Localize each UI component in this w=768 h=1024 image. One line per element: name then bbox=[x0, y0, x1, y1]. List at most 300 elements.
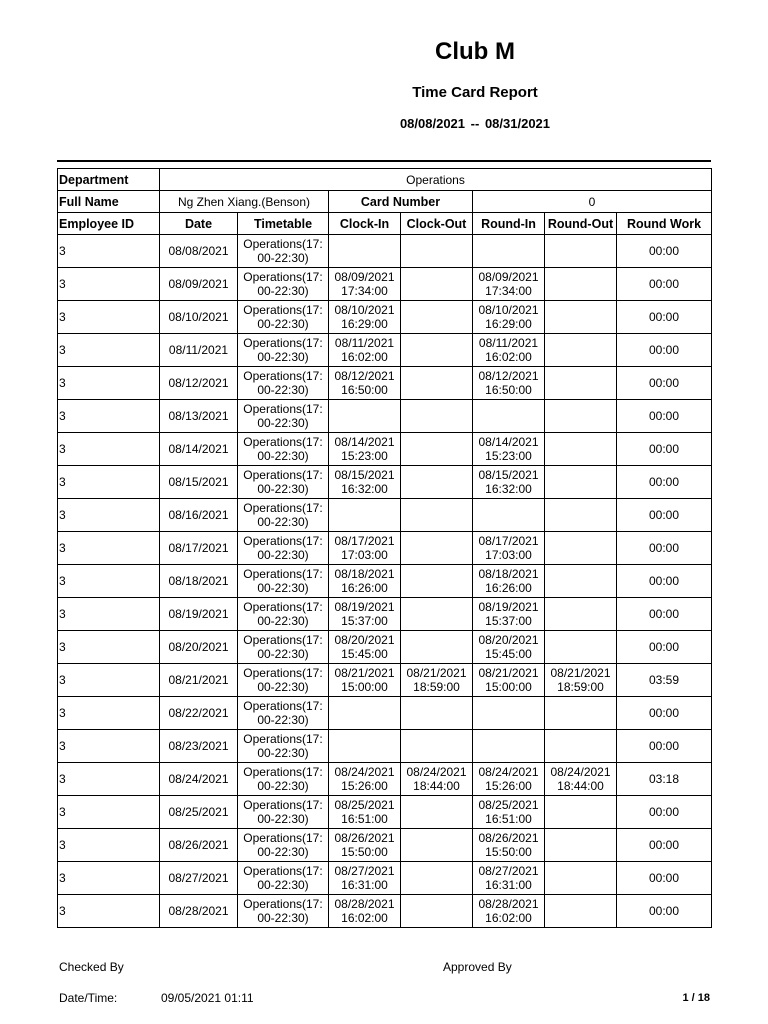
round-in-cell-line-2: 15:50:00 bbox=[485, 845, 532, 859]
clock-in-cell bbox=[329, 301, 401, 334]
clock-out-cell bbox=[401, 334, 473, 367]
table-row bbox=[58, 598, 712, 631]
round-in-cell-line-2: 15:37:00 bbox=[485, 614, 532, 628]
timetable-cell-line-1: Operations(17: bbox=[243, 666, 323, 680]
timetable-cell-line-1: Operations(17: bbox=[243, 303, 323, 317]
round-in-cell bbox=[473, 334, 545, 367]
round-in-cell bbox=[473, 400, 545, 433]
timetable-cell bbox=[238, 235, 329, 268]
round-in-cell-line-2: 16:32:00 bbox=[485, 482, 532, 496]
timetable-cell bbox=[238, 499, 329, 532]
timetable-cell bbox=[238, 532, 329, 565]
table-row bbox=[58, 334, 712, 367]
clock-out-cell-line-1: 08/24/2021 bbox=[406, 765, 467, 779]
clock-out-cell bbox=[401, 697, 473, 730]
clock-in-cell-line-2: 16:32:00 bbox=[341, 482, 388, 496]
clock-in-cell-line-2: 15:37:00 bbox=[341, 614, 388, 628]
date-cell: 08/18/2021 bbox=[160, 565, 238, 598]
round-work-cell: 00:00 bbox=[617, 334, 712, 367]
col-clock-in: Clock-In bbox=[329, 213, 401, 235]
timetable-cell-line-1: Operations(17: bbox=[243, 336, 323, 350]
round-in-cell-line-1: 08/12/2021 bbox=[478, 369, 539, 383]
table-row bbox=[58, 499, 712, 532]
clock-out-cell bbox=[401, 400, 473, 433]
clock-in-cell-line-1: 08/11/2021 bbox=[334, 336, 395, 350]
timetable-cell-line-2: 00-22:30) bbox=[257, 647, 309, 661]
timetable-cell-line-1: Operations(17: bbox=[243, 798, 323, 812]
clock-in-cell bbox=[329, 499, 401, 532]
date-cell: 08/11/2021 bbox=[160, 334, 238, 367]
clock-out-cell bbox=[401, 796, 473, 829]
round-in-cell-line-1: 08/26/2021 bbox=[478, 831, 539, 845]
table-row bbox=[58, 829, 712, 862]
clock-in-cell-line-1: 08/27/2021 bbox=[334, 864, 395, 878]
timetable-cell bbox=[238, 433, 329, 466]
round-in-cell-line-2: 15:23:00 bbox=[485, 449, 532, 463]
timetable-cell-line-1: Operations(17: bbox=[243, 765, 323, 779]
timetable-cell bbox=[238, 730, 329, 763]
employee-id-cell: 3 bbox=[58, 796, 160, 829]
round-out-cell bbox=[545, 796, 617, 829]
timetable-cell-line-2: 00-22:30) bbox=[257, 284, 309, 298]
round-in-cell-line-1: 08/09/2021 bbox=[478, 270, 539, 284]
timetable-cell bbox=[238, 466, 329, 499]
timetable-cell bbox=[238, 598, 329, 631]
round-in-cell bbox=[473, 829, 545, 862]
col-date: Date bbox=[160, 213, 238, 235]
timetable-cell-line-1: Operations(17: bbox=[243, 501, 323, 515]
col-clock-out: Clock-Out bbox=[401, 213, 473, 235]
clock-in-cell bbox=[329, 367, 401, 400]
timetable-cell bbox=[238, 829, 329, 862]
date-cell: 08/08/2021 bbox=[160, 235, 238, 268]
clock-out-cell bbox=[401, 466, 473, 499]
clock-in-cell-line-1: 08/14/2021 bbox=[334, 435, 395, 449]
card-number-label: Card Number bbox=[329, 191, 473, 213]
clock-in-cell bbox=[329, 598, 401, 631]
datetime-value: 09/05/2021 01:11 bbox=[161, 991, 254, 1005]
employee-id-cell: 3 bbox=[58, 532, 160, 565]
round-in-cell-line-1: 08/11/2021 bbox=[478, 336, 539, 350]
clock-in-cell-line-2: 16:50:00 bbox=[341, 383, 388, 397]
timetable-cell-line-2: 00-22:30) bbox=[257, 515, 309, 529]
timetable-cell-line-1: Operations(17: bbox=[243, 897, 323, 911]
round-in-cell-line-1: 08/10/2021 bbox=[478, 303, 539, 317]
table-row bbox=[58, 796, 712, 829]
round-in-cell-line-2: 15:00:00 bbox=[485, 680, 532, 694]
round-out-cell bbox=[545, 565, 617, 598]
date-cell: 08/22/2021 bbox=[160, 697, 238, 730]
timetable-cell bbox=[238, 565, 329, 598]
round-work-cell: 00:00 bbox=[617, 565, 712, 598]
round-out-cell bbox=[545, 400, 617, 433]
clock-in-cell bbox=[329, 268, 401, 301]
round-out-cell bbox=[545, 730, 617, 763]
round-in-cell-line-1: 08/18/2021 bbox=[478, 567, 539, 581]
round-in-cell-line-2: 16:51:00 bbox=[485, 812, 532, 826]
round-out-cell bbox=[545, 697, 617, 730]
round-in-cell bbox=[473, 235, 545, 268]
round-work-cell: 00:00 bbox=[617, 235, 712, 268]
clock-in-cell-line-1: 08/12/2021 bbox=[334, 369, 395, 383]
clock-in-cell bbox=[329, 664, 401, 697]
round-work-cell: 00:00 bbox=[617, 433, 712, 466]
date-cell: 08/27/2021 bbox=[160, 862, 238, 895]
clock-in-cell-line-2: 16:02:00 bbox=[341, 911, 388, 925]
round-in-cell-line-2: 16:29:00 bbox=[485, 317, 532, 331]
timetable-cell bbox=[238, 796, 329, 829]
round-out-cell bbox=[545, 334, 617, 367]
round-out-cell bbox=[545, 895, 617, 928]
timetable-cell-line-2: 00-22:30) bbox=[257, 251, 309, 265]
timetable-cell bbox=[238, 334, 329, 367]
round-work-cell: 00:00 bbox=[617, 697, 712, 730]
clock-out-cell bbox=[401, 763, 473, 796]
clock-in-cell bbox=[329, 730, 401, 763]
round-out-cell bbox=[545, 235, 617, 268]
round-out-cell bbox=[545, 598, 617, 631]
date-cell: 08/28/2021 bbox=[160, 895, 238, 928]
employee-id-cell: 3 bbox=[58, 697, 160, 730]
round-out-cell bbox=[545, 664, 617, 697]
round-work-cell: 00:00 bbox=[617, 499, 712, 532]
round-out-cell-line-1: 08/21/2021 bbox=[550, 666, 611, 680]
timetable-cell-line-1: Operations(17: bbox=[243, 237, 323, 251]
clock-out-cell bbox=[401, 532, 473, 565]
col-round-in: Round-In bbox=[473, 213, 545, 235]
clock-in-cell-line-1: 08/28/2021 bbox=[334, 897, 395, 911]
round-out-cell bbox=[545, 301, 617, 334]
date-cell: 08/13/2021 bbox=[160, 400, 238, 433]
timetable-cell-line-1: Operations(17: bbox=[243, 567, 323, 581]
round-in-cell-line-1: 08/27/2021 bbox=[478, 864, 539, 878]
date-separator: -- bbox=[470, 116, 480, 131]
date-cell: 08/17/2021 bbox=[160, 532, 238, 565]
clock-in-cell-line-2: 15:23:00 bbox=[341, 449, 388, 463]
employee-id-cell: 3 bbox=[58, 499, 160, 532]
page-indicator: 1 / 18 bbox=[682, 992, 710, 1004]
timetable-cell bbox=[238, 862, 329, 895]
clock-in-cell-line-1: 08/25/2021 bbox=[334, 798, 395, 812]
round-in-cell bbox=[473, 367, 545, 400]
timetable-cell-line-2: 00-22:30) bbox=[257, 812, 309, 826]
clock-in-cell-line-1: 08/19/2021 bbox=[334, 600, 395, 614]
date-cell: 08/21/2021 bbox=[160, 664, 238, 697]
table-row bbox=[58, 763, 712, 796]
round-in-cell bbox=[473, 301, 545, 334]
round-in-cell-line-1: 08/28/2021 bbox=[478, 897, 539, 911]
timetable-cell-line-2: 00-22:30) bbox=[257, 416, 309, 430]
fullname-row bbox=[58, 191, 712, 213]
employee-id-cell: 3 bbox=[58, 598, 160, 631]
table-row bbox=[58, 697, 712, 730]
clock-out-cell-line-2: 18:59:00 bbox=[413, 680, 460, 694]
clock-in-cell-line-2: 15:26:00 bbox=[341, 779, 388, 793]
timetable-cell-line-2: 00-22:30) bbox=[257, 548, 309, 562]
round-in-cell-line-2: 16:02:00 bbox=[485, 350, 532, 364]
employee-id-cell: 3 bbox=[58, 466, 160, 499]
round-in-cell-line-1: 08/21/2021 bbox=[478, 666, 539, 680]
timetable-cell bbox=[238, 763, 329, 796]
clock-out-cell bbox=[401, 829, 473, 862]
clock-out-cell bbox=[401, 565, 473, 598]
round-in-cell-line-1: 08/14/2021 bbox=[478, 435, 539, 449]
timetable-cell-line-2: 00-22:30) bbox=[257, 482, 309, 496]
table-row bbox=[58, 862, 712, 895]
round-in-cell bbox=[473, 499, 545, 532]
approved-by-label: Approved By bbox=[443, 960, 512, 974]
round-work-cell: 00:00 bbox=[617, 829, 712, 862]
timetable-cell-line-2: 00-22:30) bbox=[257, 317, 309, 331]
clock-in-cell-line-2: 17:03:00 bbox=[341, 548, 388, 562]
clock-out-cell bbox=[401, 730, 473, 763]
round-in-cell bbox=[473, 565, 545, 598]
timetable-cell bbox=[238, 301, 329, 334]
clock-in-cell bbox=[329, 235, 401, 268]
table-row bbox=[58, 565, 712, 598]
department-row bbox=[58, 169, 712, 191]
clock-out-cell bbox=[401, 235, 473, 268]
clock-out-cell bbox=[401, 433, 473, 466]
clock-out-cell bbox=[401, 499, 473, 532]
employee-id-cell: 3 bbox=[58, 235, 160, 268]
clock-in-cell bbox=[329, 334, 401, 367]
date-cell: 08/26/2021 bbox=[160, 829, 238, 862]
round-work-cell: 00:00 bbox=[617, 301, 712, 334]
timetable-cell-line-1: Operations(17: bbox=[243, 699, 323, 713]
round-out-cell bbox=[545, 763, 617, 796]
timetable-cell-line-2: 00-22:30) bbox=[257, 878, 309, 892]
round-in-cell-line-2: 17:03:00 bbox=[485, 548, 532, 562]
timetable-cell-line-1: Operations(17: bbox=[243, 369, 323, 383]
round-in-cell bbox=[473, 697, 545, 730]
clock-out-cell bbox=[401, 664, 473, 697]
round-out-cell bbox=[545, 829, 617, 862]
date-to: 08/31/2021 bbox=[484, 116, 551, 131]
col-round-out: Round-Out bbox=[545, 213, 617, 235]
clock-in-cell bbox=[329, 763, 401, 796]
clock-in-cell-line-1: 08/26/2021 bbox=[334, 831, 395, 845]
clock-out-cell bbox=[401, 367, 473, 400]
column-header-row bbox=[58, 213, 712, 235]
round-in-cell bbox=[473, 268, 545, 301]
table-row bbox=[58, 466, 712, 499]
timetable-cell-line-2: 00-22:30) bbox=[257, 911, 309, 925]
timetable-cell-line-1: Operations(17: bbox=[243, 534, 323, 548]
round-in-cell bbox=[473, 598, 545, 631]
round-out-cell bbox=[545, 862, 617, 895]
table-row bbox=[58, 433, 712, 466]
clock-out-cell bbox=[401, 598, 473, 631]
date-cell: 08/23/2021 bbox=[160, 730, 238, 763]
timetable-cell bbox=[238, 664, 329, 697]
employee-id-cell: 3 bbox=[58, 367, 160, 400]
clock-in-cell-line-2: 17:34:00 bbox=[341, 284, 388, 298]
col-timetable: Timetable bbox=[238, 213, 329, 235]
clock-in-cell-line-1: 08/10/2021 bbox=[334, 303, 395, 317]
date-cell: 08/19/2021 bbox=[160, 598, 238, 631]
timetable-cell bbox=[238, 895, 329, 928]
timetable-cell-line-1: Operations(17: bbox=[243, 600, 323, 614]
round-work-cell: 00:00 bbox=[617, 532, 712, 565]
round-work-cell: 00:00 bbox=[617, 367, 712, 400]
employee-id-cell: 3 bbox=[58, 829, 160, 862]
date-cell: 08/14/2021 bbox=[160, 433, 238, 466]
clock-in-cell-line-1: 08/15/2021 bbox=[334, 468, 395, 482]
timetable-cell bbox=[238, 631, 329, 664]
timetable-cell-line-1: Operations(17: bbox=[243, 402, 323, 416]
fullname-label: Full Name bbox=[58, 191, 160, 213]
clock-in-cell bbox=[329, 565, 401, 598]
clock-out-cell bbox=[401, 301, 473, 334]
table-row bbox=[58, 631, 712, 664]
round-in-cell bbox=[473, 532, 545, 565]
round-in-cell bbox=[473, 895, 545, 928]
round-out-cell bbox=[545, 268, 617, 301]
date-cell: 08/25/2021 bbox=[160, 796, 238, 829]
clock-in-cell bbox=[329, 829, 401, 862]
round-work-cell: 00:00 bbox=[617, 631, 712, 664]
round-in-cell-line-1: 08/17/2021 bbox=[478, 534, 539, 548]
clock-in-cell-line-1: 08/24/2021 bbox=[334, 765, 395, 779]
employee-id-cell: 3 bbox=[58, 895, 160, 928]
round-in-cell-line-1: 08/25/2021 bbox=[478, 798, 539, 812]
employee-id-cell: 3 bbox=[58, 730, 160, 763]
round-in-cell bbox=[473, 730, 545, 763]
round-in-cell-line-2: 15:45:00 bbox=[485, 647, 532, 661]
clock-in-cell-line-1: 08/20/2021 bbox=[334, 633, 395, 647]
clock-in-cell-line-1: 08/17/2021 bbox=[334, 534, 395, 548]
round-in-cell-line-1: 08/24/2021 bbox=[478, 765, 539, 779]
round-work-cell: 03:18 bbox=[617, 763, 712, 796]
round-out-cell bbox=[545, 631, 617, 664]
date-cell: 08/24/2021 bbox=[160, 763, 238, 796]
clock-in-cell-line-1: 08/21/2021 bbox=[334, 666, 395, 680]
card-number-value: 0 bbox=[473, 191, 712, 213]
round-out-cell bbox=[545, 433, 617, 466]
table-row bbox=[58, 301, 712, 334]
employee-id-cell: 3 bbox=[58, 301, 160, 334]
round-in-cell bbox=[473, 664, 545, 697]
employee-id-cell: 3 bbox=[58, 862, 160, 895]
round-work-cell: 00:00 bbox=[617, 466, 712, 499]
timetable-cell-line-2: 00-22:30) bbox=[257, 746, 309, 760]
round-work-cell: 00:00 bbox=[617, 268, 712, 301]
round-out-cell bbox=[545, 532, 617, 565]
table-row bbox=[58, 730, 712, 763]
department-value: Operations bbox=[160, 169, 712, 191]
round-out-cell-line-1: 08/24/2021 bbox=[550, 765, 611, 779]
round-out-cell bbox=[545, 367, 617, 400]
table-row bbox=[58, 532, 712, 565]
round-out-cell bbox=[545, 499, 617, 532]
timetable-cell-line-2: 00-22:30) bbox=[257, 449, 309, 463]
round-out-cell-line-2: 18:44:00 bbox=[557, 779, 604, 793]
round-in-cell bbox=[473, 631, 545, 664]
company-title: Club M bbox=[435, 38, 515, 65]
date-cell: 08/15/2021 bbox=[160, 466, 238, 499]
timetable-cell-line-1: Operations(17: bbox=[243, 270, 323, 284]
clock-out-cell-line-1: 08/21/2021 bbox=[406, 666, 467, 680]
clock-out-cell-line-2: 18:44:00 bbox=[413, 779, 460, 793]
date-cell: 08/09/2021 bbox=[160, 268, 238, 301]
clock-in-cell bbox=[329, 466, 401, 499]
clock-in-cell bbox=[329, 895, 401, 928]
timetable-cell-line-1: Operations(17: bbox=[243, 831, 323, 845]
clock-in-cell-line-1: 08/18/2021 bbox=[334, 567, 395, 581]
col-employee-id: Employee ID bbox=[58, 213, 160, 235]
employee-id-cell: 3 bbox=[58, 433, 160, 466]
table-row bbox=[58, 268, 712, 301]
round-in-cell-line-1: 08/15/2021 bbox=[478, 468, 539, 482]
timetable-cell-line-1: Operations(17: bbox=[243, 468, 323, 482]
clock-out-cell bbox=[401, 268, 473, 301]
clock-in-cell-line-2: 15:50:00 bbox=[341, 845, 388, 859]
department-label: Department bbox=[58, 169, 160, 191]
timetable-cell-line-1: Operations(17: bbox=[243, 864, 323, 878]
clock-in-cell bbox=[329, 862, 401, 895]
timetable-cell-line-2: 00-22:30) bbox=[257, 581, 309, 595]
timetable-cell-line-2: 00-22:30) bbox=[257, 779, 309, 793]
datetime-label: Date/Time: bbox=[59, 991, 118, 1005]
timetable-cell-line-2: 00-22:30) bbox=[257, 680, 309, 694]
clock-in-cell-line-1: 08/09/2021 bbox=[334, 270, 395, 284]
round-work-cell: 00:00 bbox=[617, 796, 712, 829]
timetable-cell bbox=[238, 367, 329, 400]
table-row bbox=[58, 400, 712, 433]
round-out-cell bbox=[545, 466, 617, 499]
employee-id-cell: 3 bbox=[58, 631, 160, 664]
clock-in-cell bbox=[329, 796, 401, 829]
round-in-cell-line-1: 08/20/2021 bbox=[478, 633, 539, 647]
clock-in-cell-line-2: 16:29:00 bbox=[341, 317, 388, 331]
time-card-table bbox=[57, 168, 712, 928]
clock-in-cell bbox=[329, 433, 401, 466]
round-in-cell bbox=[473, 763, 545, 796]
clock-in-cell-line-2: 16:26:00 bbox=[341, 581, 388, 595]
col-round-work: Round Work bbox=[617, 213, 712, 235]
round-work-cell: 00:00 bbox=[617, 862, 712, 895]
timetable-cell bbox=[238, 697, 329, 730]
table-row bbox=[58, 367, 712, 400]
clock-in-cell bbox=[329, 400, 401, 433]
round-out-cell-line-2: 18:59:00 bbox=[557, 680, 604, 694]
date-cell: 08/20/2021 bbox=[160, 631, 238, 664]
date-range bbox=[0, 116, 768, 131]
clock-in-cell-line-2: 16:51:00 bbox=[341, 812, 388, 826]
round-work-cell: 00:00 bbox=[617, 400, 712, 433]
round-in-cell-line-2: 16:50:00 bbox=[485, 383, 532, 397]
clock-out-cell bbox=[401, 862, 473, 895]
checked-by-label: Checked By bbox=[59, 960, 124, 974]
round-in-cell-line-2: 16:02:00 bbox=[485, 911, 532, 925]
employee-id-cell: 3 bbox=[58, 664, 160, 697]
date-cell: 08/16/2021 bbox=[160, 499, 238, 532]
report-title: Time Card Report bbox=[412, 84, 538, 101]
clock-out-cell bbox=[401, 631, 473, 664]
timetable-cell-line-1: Operations(17: bbox=[243, 732, 323, 746]
round-in-cell-line-2: 15:26:00 bbox=[485, 779, 532, 793]
timetable-cell-line-2: 00-22:30) bbox=[257, 383, 309, 397]
round-in-cell-line-2: 16:26:00 bbox=[485, 581, 532, 595]
clock-in-cell-line-2: 16:02:00 bbox=[341, 350, 388, 364]
employee-id-cell: 3 bbox=[58, 763, 160, 796]
timetable-cell-line-2: 00-22:30) bbox=[257, 713, 309, 727]
header-rule bbox=[57, 160, 711, 162]
round-in-cell bbox=[473, 433, 545, 466]
round-in-cell bbox=[473, 862, 545, 895]
clock-in-cell-line-2: 15:45:00 bbox=[341, 647, 388, 661]
